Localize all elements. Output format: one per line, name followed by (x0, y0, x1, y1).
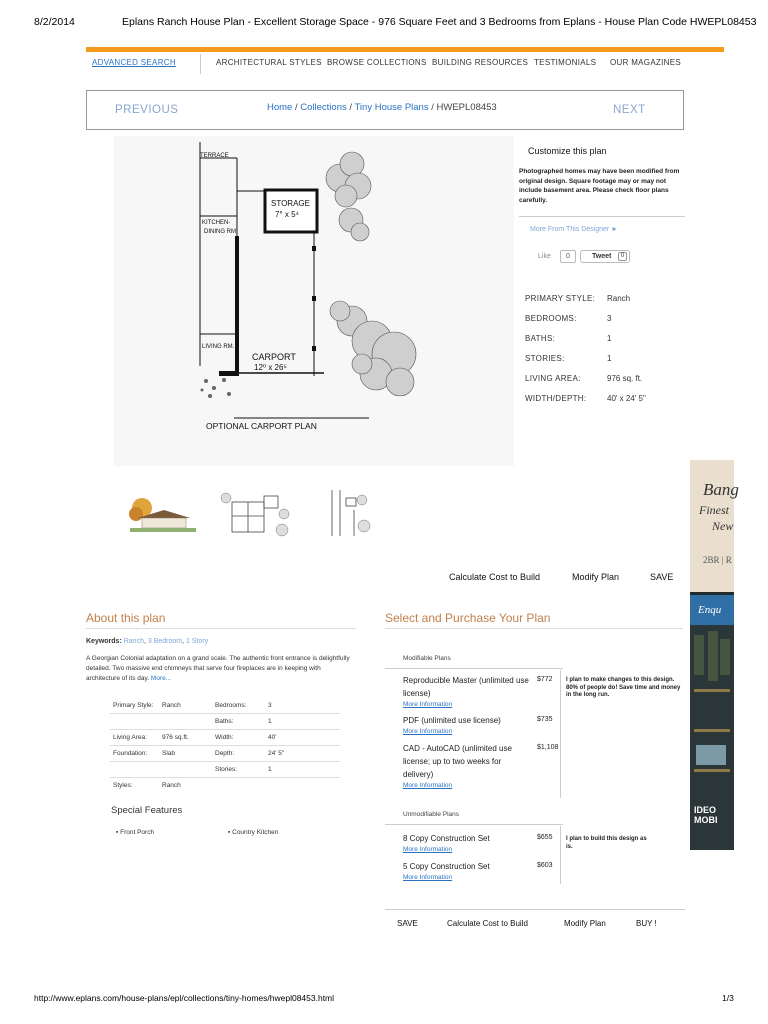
description-more-link[interactable]: More... (150, 675, 172, 682)
purchase-heading: Select and Purchase Your Plan (385, 611, 551, 625)
spec-row (525, 374, 685, 386)
nav-browse-collections[interactable]: BROWSE COLLECTIONS (327, 58, 427, 67)
option-name: PDF (unlimited use license) (403, 716, 501, 725)
spec-row (525, 294, 685, 306)
keyword-ranch-link[interactable]: Ranch (123, 638, 144, 645)
detail-value: 24' 5" (268, 750, 285, 757)
option-price: $772 (537, 676, 553, 683)
nav-our-magazines[interactable]: OUR MAGAZINES (610, 58, 682, 67)
svg-text:TERRACE: TERRACE (200, 153, 229, 159)
svg-text:OPTIONAL CARPORT PLAN: OPTIONAL CARPORT PLAN (206, 421, 317, 431)
print-date: 8/2/2014 (34, 16, 75, 28)
photo-disclaimer: Photographed homes may have been modified from original design. Square footage may or may not include basement area. Please check floor plans carefully. (519, 168, 680, 204)
row-divider (110, 761, 340, 762)
plan-option-cad[interactable] (403, 742, 533, 790)
like-label[interactable]: Like (538, 253, 551, 260)
breadcrumb-current: HWEPL08453 (436, 102, 497, 113)
calculate-cost-button[interactable]: Calculate Cost to Build (449, 572, 541, 582)
customize-plan-link[interactable]: Customize this plan (528, 146, 607, 156)
svg-text:KITCHEN-: KITCHEN- (202, 220, 231, 226)
calculate-cost-button-bottom[interactable]: Calculate Cost to Build (447, 919, 528, 928)
spec-label: LIVING AREA: (525, 374, 581, 383)
more-information-link[interactable]: More Information (403, 728, 453, 735)
previous-plan-link[interactable]: PREVIOUS (115, 104, 179, 116)
row-divider (110, 729, 340, 730)
spec-label: STORIES: (525, 354, 565, 363)
nav-architectural-styles[interactable]: ARCHITECTURAL STYLES (216, 58, 322, 67)
like-count: 0 (560, 250, 576, 263)
detail-label: Width: (215, 734, 234, 741)
detail-value: 1 (268, 766, 272, 773)
detail-value: 3 (268, 702, 272, 709)
unmodifiable-note: I plan to build this design as is. (566, 836, 647, 850)
svg-text:STORAGE: STORAGE (271, 199, 310, 208)
ad-enquire-button[interactable]: Enqu (690, 595, 734, 625)
option-price: $1,108 (537, 744, 559, 751)
spec-value: Ranch (607, 294, 631, 303)
svg-text:DINING RM.: DINING RM. (204, 229, 238, 235)
keywords-label: Keywords: (86, 638, 124, 645)
group-divider (385, 824, 563, 825)
detail-value: Ranch (162, 782, 181, 789)
option-name: 8 Copy Construction Set (403, 834, 490, 843)
detail-value: 976 sq.ft. (162, 734, 189, 741)
more-information-link[interactable]: More Information (403, 701, 453, 708)
option-name: Reproducible Master (unlimited use license) (403, 676, 529, 698)
option-price: $655 (537, 834, 553, 841)
detail-value: 1 (268, 718, 272, 725)
feature-label: Front Porch (120, 829, 155, 836)
detail-value: Ranch (162, 702, 181, 709)
ad-offer: 2BR | R (703, 555, 732, 565)
spec-label: WIDTH/DEPTH: (525, 394, 587, 403)
plan-option-reproducible-master[interactable] (403, 674, 553, 709)
side-advertisement[interactable] (690, 460, 739, 850)
more-information-link[interactable]: More Information (403, 874, 453, 881)
plan-description (86, 654, 356, 684)
plan-option-5-copy-set[interactable] (403, 860, 553, 882)
tweet-count: 0 (618, 252, 627, 261)
plan-pager (86, 90, 684, 130)
ad-subhead: Finest (699, 503, 729, 517)
print-page-title: Eplans Ranch House Plan - Excellent Storage Space - 976 Square Feet and 3 Bedrooms from Eplans - House Plan Code HWEPL08453 (122, 16, 757, 28)
print-url: http://www.eplans.com/house-plans/epl/collections/tiny-homes/hwepl08453.html (34, 993, 335, 1003)
detail-value: 40' (268, 734, 277, 741)
ad-subhead-2: New (712, 519, 734, 533)
svg-text:LIVING RM.: LIVING RM. (202, 344, 235, 350)
plan-option-8-copy-set[interactable] (403, 832, 553, 854)
breadcrumb-home[interactable]: Home (267, 102, 293, 113)
buy-button[interactable]: BUY ! (636, 919, 657, 928)
breadcrumb: Home / Collections / Tiny House Plans / HWEPL08453 (267, 102, 497, 113)
tweet-button[interactable] (580, 250, 630, 263)
save-button-bottom[interactable]: SAVE (397, 919, 418, 928)
ad-logo: IDEO MOBI (694, 805, 718, 825)
spec-row (525, 334, 685, 346)
advanced-search-link[interactable]: ADVANCED SEARCH (92, 58, 176, 67)
modify-plan-button[interactable]: Modify Plan (572, 572, 620, 582)
feature-item: ▪ Country Kitchen (228, 829, 279, 836)
more-information-link[interactable]: More Information (403, 846, 453, 853)
option-name: CAD - AutoCAD (unlimited use license; up to two weeks for delivery) (403, 744, 512, 779)
nav-building-resources[interactable]: BUILDING RESOURCES (432, 58, 529, 67)
spec-label: BATHS: (525, 334, 556, 343)
breadcrumb-tiny-house-plans[interactable]: Tiny House Plans (354, 102, 429, 113)
spec-label: BEDROOMS: (525, 314, 577, 323)
modify-plan-button-bottom[interactable]: Modify Plan (564, 919, 606, 928)
spec-row (525, 354, 685, 366)
detail-label: Foundation: (113, 750, 148, 757)
purchase-divider (385, 628, 683, 629)
next-plan-link[interactable]: NEXT (613, 104, 646, 116)
more-information-link[interactable]: More Information (403, 782, 453, 789)
sidebar-divider (519, 216, 685, 217)
thumbnail-floor-plan[interactable] (218, 486, 294, 546)
ad-header (690, 460, 739, 592)
top-navigation (86, 58, 686, 76)
spec-value: 1 (607, 334, 612, 343)
special-features-heading: Special Features (111, 805, 183, 816)
modifiable-note: I plan to make changes to this design. 80% of people do! Save time and money in the long run. (566, 677, 681, 698)
description-text: A Georgian Colonial adaptation on a grand scale. The authentic front entrance is delightfully detailed. Two massive end chimneys that serve four fireplaces are in keeping with architecture of its day. (86, 655, 350, 682)
detail-label: Bedrooms: (215, 702, 247, 709)
detail-label: Depth: (215, 750, 235, 757)
svg-text:12⁰ x 26⁵: 12⁰ x 26⁵ (254, 363, 287, 372)
spec-value: 976 sq. ft. (607, 374, 643, 383)
detail-value: Slab (162, 750, 176, 757)
save-button[interactable]: SAVE (650, 572, 674, 582)
keyword-3-bedroom-link[interactable]: 3 Bedroom (147, 638, 183, 645)
unmodifiable-plans-heading: Unmodifiable Plans (403, 811, 460, 818)
ad-headline: Bang (703, 480, 739, 499)
nav-testimonials[interactable]: TESTIMONIALS (534, 58, 597, 67)
detail-label: Living Area: (113, 734, 147, 741)
spec-value: 1 (607, 354, 612, 363)
modifiable-plans-heading: Modifiable Plans (403, 655, 451, 662)
keywords: Keywords: Ranch, 3 Bedroom, 1 Story (86, 638, 209, 645)
svg-text:7° x 5⁴: 7° x 5⁴ (275, 210, 299, 219)
group-divider (385, 668, 563, 669)
breadcrumb-collections[interactable]: Collections (300, 102, 347, 113)
print-page-number: 1/3 (722, 993, 734, 1003)
row-divider (110, 713, 340, 714)
option-price: $603 (537, 862, 553, 869)
column-divider (560, 826, 561, 884)
feature-label: Country Kitchen (232, 829, 279, 836)
about-divider (86, 628, 356, 629)
actions-divider (385, 909, 685, 910)
spec-row (525, 314, 685, 326)
detail-label: Styles: (113, 782, 133, 789)
plan-option-pdf[interactable] (403, 714, 553, 736)
keyword-1-story-link[interactable]: 1 Story (186, 638, 209, 645)
row-divider (110, 745, 340, 746)
nav-divider (200, 54, 201, 74)
column-divider (560, 670, 561, 798)
row-divider (110, 777, 340, 778)
spec-label: PRIMARY STYLE: (525, 294, 596, 303)
floor-plan-image[interactable] (114, 136, 514, 466)
detail-label: Stories: (215, 766, 238, 773)
spec-value: 40' x 24' 5" (607, 394, 646, 403)
feature-item: ▪ Front Porch (116, 829, 155, 836)
detail-label: Primary Style: (113, 702, 154, 709)
tweet-label: Tweet (592, 253, 612, 260)
more-from-designer-link[interactable]: More From This Designer ► (530, 226, 619, 233)
thumbnail-carport-plan[interactable] (308, 486, 384, 546)
detail-label: Baths: (215, 718, 234, 725)
svg-text:CARPORT: CARPORT (252, 352, 296, 362)
about-plan-heading: About this plan (86, 611, 166, 625)
option-price: $735 (537, 716, 553, 723)
spec-value: 3 (607, 314, 612, 323)
header-accent-bar (86, 47, 724, 52)
spec-row (525, 394, 685, 406)
thumbnail-rendering[interactable] (124, 486, 200, 546)
option-name: 5 Copy Construction Set (403, 862, 490, 871)
